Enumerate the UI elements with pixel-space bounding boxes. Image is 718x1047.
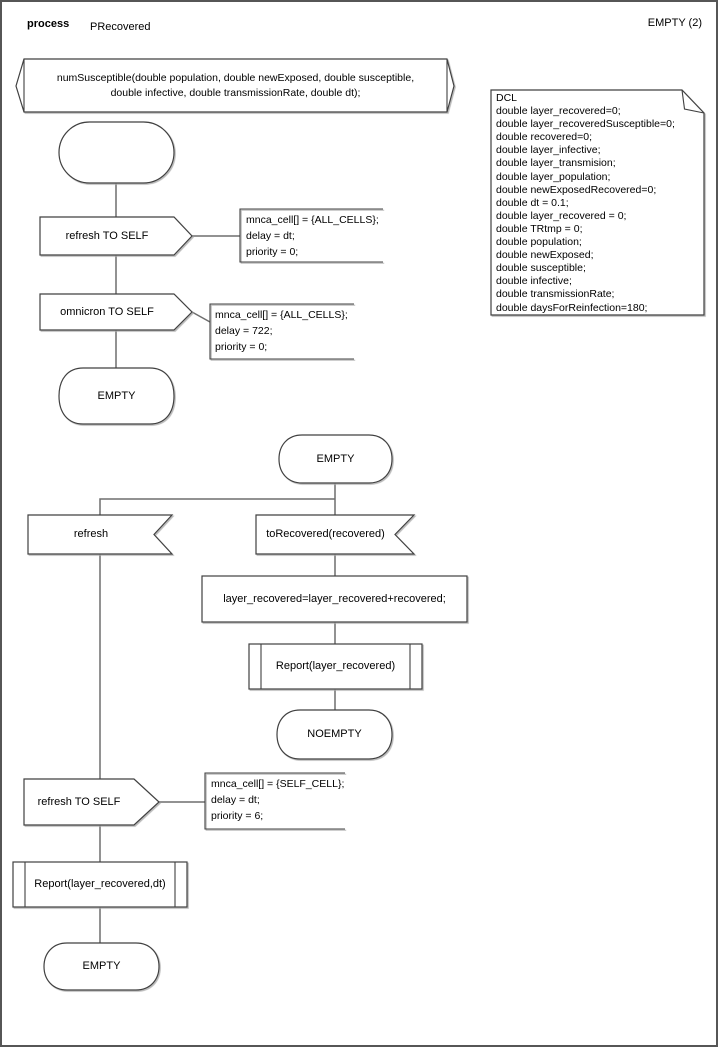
header-kind-label: process — [27, 18, 70, 30]
dcl-line: double daysForReinfection=180; — [496, 301, 648, 314]
annotation-refresh-self-cell — [211, 776, 344, 824]
annotation-refresh-all-cells — [246, 212, 379, 260]
state-noempty-label: NOEMPTY — [307, 728, 362, 740]
dcl-line: double infective; — [496, 275, 572, 288]
call-report-2-label: Report(layer_recovered,dt) — [34, 878, 166, 890]
connector-output2-to-annotation2 — [192, 312, 210, 322]
dcl-line: double layer_transmision; — [496, 157, 616, 170]
state-empty-1-label: EMPTY — [97, 389, 136, 402]
annotation-line: delay = dt; — [246, 230, 295, 242]
dcl-line: double susceptible; — [496, 262, 586, 275]
output-refresh-to-self-1-label: refresh TO SELF — [65, 229, 149, 242]
annotation-line: delay = dt; — [211, 794, 260, 806]
dcl-line: double recovered=0; — [496, 131, 593, 144]
state-empty-2-label: EMPTY — [316, 452, 355, 465]
header-page-label: EMPTY (2) — [647, 17, 702, 29]
output-refresh-to-self-2-label: refresh TO SELF — [37, 795, 121, 808]
output-omnicron-to-self-label: omnicron TO SELF — [60, 305, 154, 318]
annotation-line: priority = 0; — [246, 246, 299, 258]
task-assignment-label: layer_recovered=layer_recovered+recovered; — [223, 592, 446, 605]
start-state-shape — [59, 122, 174, 183]
annotation-line: priority = 6; — [211, 810, 264, 822]
signature-line-2: double infective, double transmissionRate, double dt); — [110, 86, 361, 99]
dcl-line: double dt = 0.1; — [496, 196, 569, 209]
dcl-line: double layer_population; — [496, 170, 611, 183]
annotation-line: mnca_cell[] = {SELF_CELL}; — [211, 778, 345, 790]
dcl-line: double layer_infective; — [496, 144, 601, 157]
dcl-line: double newExposedRecovered=0; — [496, 183, 657, 196]
dcl-declarations — [496, 92, 675, 315]
header-process-name: PRecovered — [90, 21, 151, 33]
annotation-omnicron-all-cells — [215, 307, 348, 355]
input-refresh-label: refresh — [73, 528, 109, 540]
dcl-line: double transmissionRate; — [496, 288, 615, 301]
dcl-line: DCL — [496, 92, 518, 104]
connector-branch-to-refresh-input — [100, 499, 335, 515]
dcl-line: double population; — [496, 236, 582, 249]
annotation-line: mnca_cell[] = {ALL_CELLS}; — [246, 214, 379, 226]
annotation-line: delay = 722; — [215, 325, 273, 337]
procedure-signature-text — [24, 59, 447, 112]
dcl-line: double layer_recoveredSusceptible=0; — [496, 118, 675, 131]
annotation-line: mnca_cell[] = {ALL_CELLS}; — [215, 309, 348, 321]
input-torecovered-label: toRecovered(recovered) — [266, 528, 385, 540]
annotation-line: priority = 0; — [215, 341, 268, 353]
dcl-line: double TRtmp = 0; — [496, 222, 583, 235]
dcl-line: double layer_recovered = 0; — [496, 209, 627, 222]
dcl-line: double newExposed; — [496, 249, 594, 262]
state-empty-3-label: EMPTY — [82, 960, 121, 972]
dcl-line: double layer_recovered=0; — [496, 105, 621, 118]
signature-line-1: numSusceptible(double population, double newExposed, double susceptible, — [56, 71, 415, 84]
call-report-1-label: Report(layer_recovered) — [275, 660, 396, 672]
